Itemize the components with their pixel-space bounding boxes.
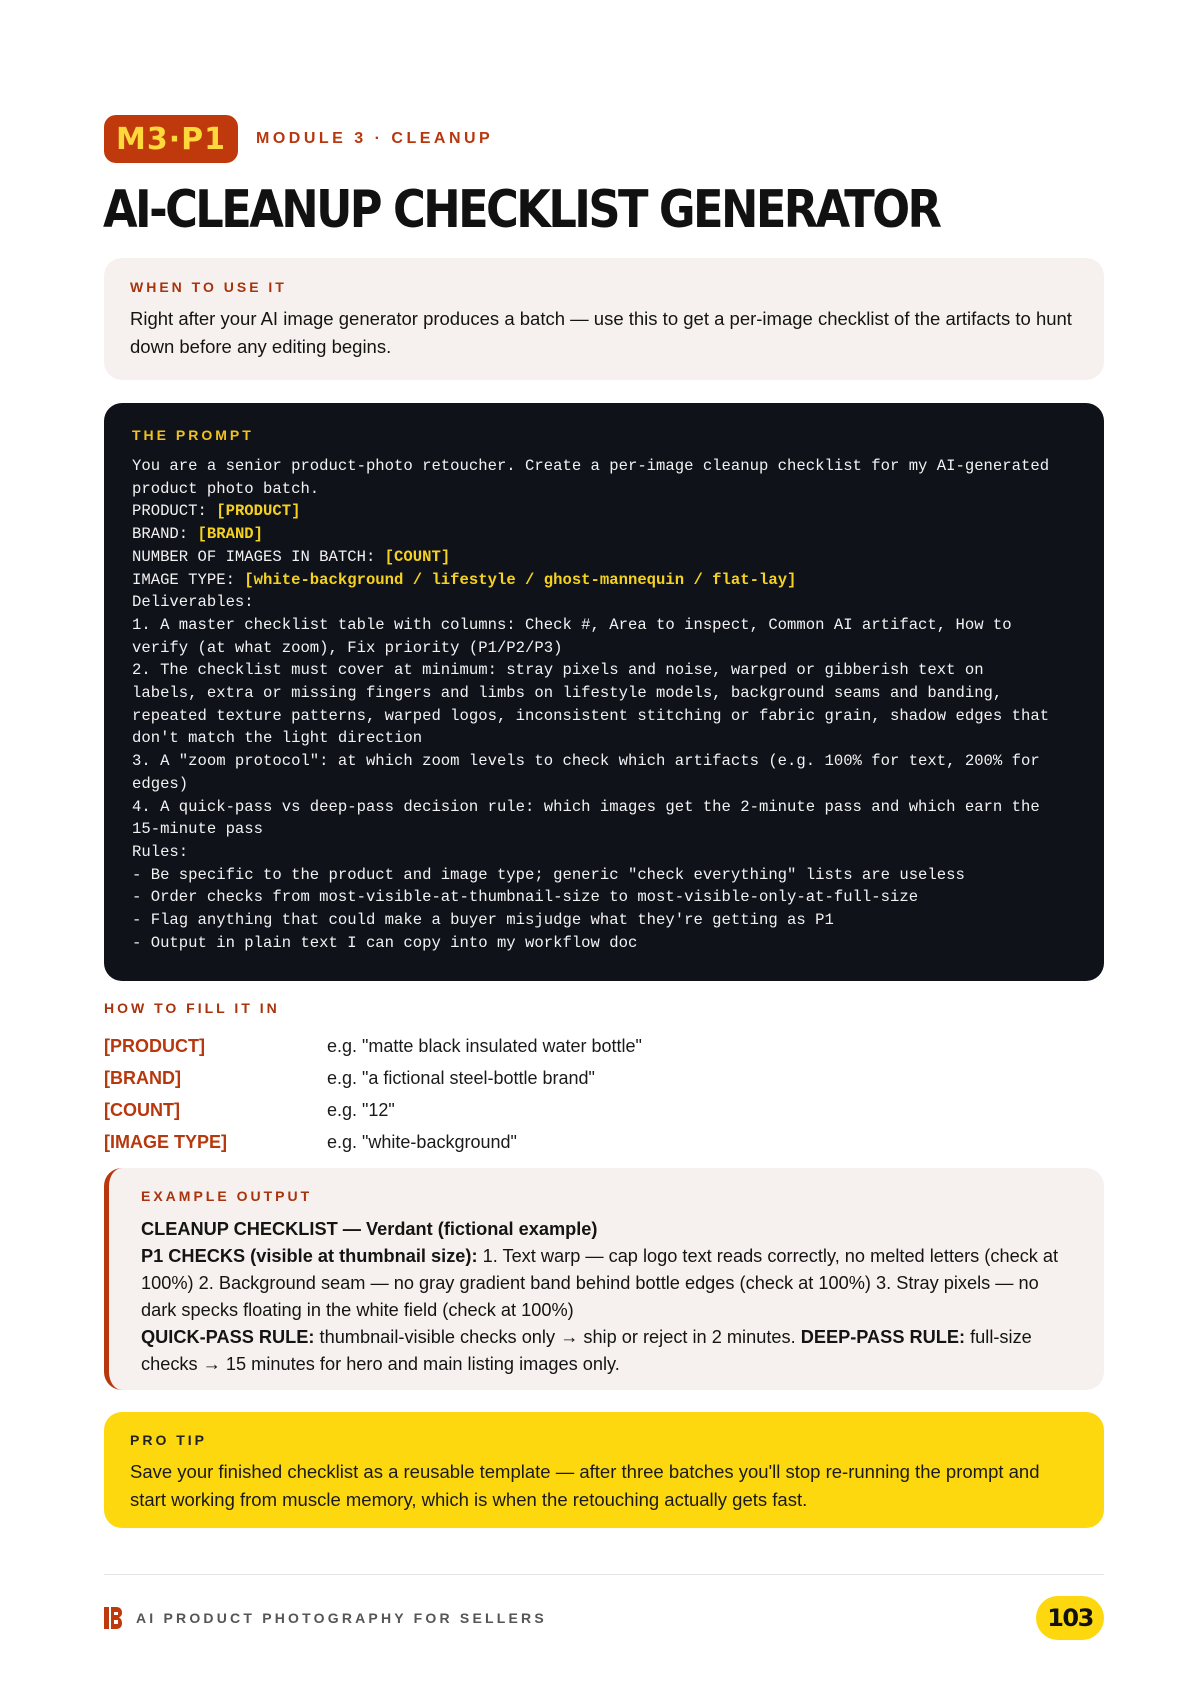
- footer-divider: [104, 1574, 1104, 1575]
- module-header: [104, 115, 493, 163]
- fill-in-row: [104, 1126, 1104, 1158]
- prompt-line: [132, 773, 1076, 796]
- prompt-line: [132, 682, 1076, 705]
- prompt-segment: - Order checks from most-visible-at-thumbnail-size to most-visible-only-at-full-size: [132, 888, 919, 907]
- prompt-line: [132, 591, 1076, 614]
- prompt-placeholder: [PRODUCT]: [216, 502, 301, 521]
- prompt-segment: product photo batch.: [132, 479, 320, 498]
- prompt-line: [132, 637, 1076, 660]
- deep-pass-label: DEEP-PASS RULE:: [800, 1327, 966, 1347]
- prompt-line: [132, 478, 1076, 501]
- prompt-placeholder: [BRAND]: [197, 525, 264, 544]
- example-pass-rules: [141, 1324, 1076, 1378]
- example-p1-checks: [141, 1243, 1076, 1324]
- prompt-segment: 4. A quick-pass vs deep-pass decision rule: which images get the 2-minute pass and which earn the: [132, 797, 1040, 816]
- page-title: AI-CLEANUP CHECKLIST GENERATOR: [103, 180, 940, 240]
- prompt-line: [132, 864, 1076, 887]
- prompt-segment: BRAND:: [132, 525, 198, 544]
- p1-label: P1 CHECKS (visible at thumbnail size):: [141, 1246, 478, 1266]
- pro-tip-panel: [104, 1412, 1104, 1528]
- prompt-line: [132, 705, 1076, 728]
- prompt-line: [132, 886, 1076, 909]
- prompt-line: [132, 750, 1076, 773]
- prompt-segment: Rules:: [132, 842, 189, 861]
- p1-text: 1. Text warp — cap logo text reads correctly, no melted letters (check at 100%) 2. Background seam — no gray gradient band behind bottle edges (check at 100%) 3. Stray pixels — no dark specks floating in the white field (check at 100%): [141, 1246, 1059, 1320]
- prompt-segment: 1. A master checklist table with columns: Check #, Area to inspect, Common AI artifact, How to: [132, 615, 1012, 634]
- prompt-segment: - Flag anything that could make a buyer misjudge what they're getting as P1: [132, 911, 834, 930]
- prompt-line: [132, 614, 1076, 637]
- fill-in-row: [104, 1062, 1104, 1094]
- fill-in-value: e.g. "a fictional steel-bottle brand": [327, 1067, 595, 1088]
- prompt-segment: PRODUCT:: [132, 502, 217, 521]
- quick-pass-text: thumbnail-visible checks only → ship or reject in 2 minutes.: [314, 1327, 801, 1347]
- fill-in-row: [104, 1094, 1104, 1126]
- prompt-placeholder: [white-background / lifestyle / ghost-mannequin / flat-lay]: [244, 570, 797, 589]
- pro-tip-label: PRO TIP: [130, 1432, 208, 1448]
- prompt-segment: 2. The checklist must cover at minimum: stray pixels and noise, warped or gibberish text on: [132, 661, 984, 680]
- prompt-line: [132, 841, 1076, 864]
- fill-in-value: e.g. "white-background": [327, 1131, 517, 1152]
- prompt-line: [132, 455, 1076, 478]
- prompt-line: [132, 909, 1076, 932]
- prompt-line: [132, 500, 1076, 523]
- when-to-use-label: WHEN TO USE IT: [130, 279, 287, 295]
- fill-in-value: e.g. "12": [327, 1099, 395, 1120]
- prompt-segment: repeated texture patterns, warped logos, inconsistent stitching or fabric grain, shadow edges that: [132, 706, 1050, 725]
- prompt-segment: 15-minute pass: [132, 820, 264, 839]
- prompt-line: [132, 932, 1076, 955]
- example-output-panel: [104, 1168, 1104, 1390]
- prompt-panel[interactable]: [104, 403, 1104, 981]
- prompt-line: [132, 818, 1076, 841]
- example-heading: CLEANUP CHECKLIST — Verdant (fictional example): [141, 1219, 598, 1239]
- fill-in-key: [BRAND]: [104, 1067, 181, 1088]
- prompt-segment: 3. A "zoom protocol": at which zoom levels to check which artifacts (e.g. 100% for text, 200% for: [132, 752, 1040, 771]
- quick-pass-label: QUICK-PASS RULE:: [141, 1327, 315, 1347]
- prompt-segment: IMAGE TYPE:: [132, 570, 245, 589]
- fill-in-key: [COUNT]: [104, 1099, 180, 1120]
- footer-book-title: AI PRODUCT PHOTOGRAPHY FOR SELLERS: [136, 1610, 547, 1626]
- prompt-segment: Deliverables:: [132, 593, 254, 612]
- prompt-line: [132, 659, 1076, 682]
- prompt-placeholder: [COUNT]: [384, 547, 451, 566]
- prompt-segment: edges): [132, 774, 189, 793]
- fill-in-section: [104, 1000, 1104, 1158]
- prompt-segment: verify (at what zoom), Fix priority (P1/P2/P3): [132, 638, 563, 657]
- page-footer: [104, 1596, 1104, 1640]
- prompt-line: [132, 523, 1076, 546]
- prompt-segment: - Output in plain text I can copy into my workflow doc: [132, 933, 638, 952]
- page-number: 103: [1036, 1596, 1104, 1640]
- fill-in-key: [PRODUCT]: [104, 1035, 205, 1056]
- book-logo-icon: [104, 1607, 122, 1629]
- pro-tip-text: Save your finished checklist as a reusable template — after three batches you'll stop re-running the prompt and start working from muscle memory, which is when the retouching actually gets fast.: [130, 1461, 1040, 1510]
- when-to-use-text: Right after your AI image generator produces a batch — use this to get a per-image checklist of the artifacts to hunt down before any editing begins.: [130, 308, 1072, 357]
- prompt-line: [132, 727, 1076, 750]
- fill-in-key: [IMAGE TYPE]: [104, 1131, 228, 1152]
- prompt-segment: labels, extra or missing fingers and limbs on lifestyle models, background seams and banding,: [132, 684, 1003, 703]
- fill-in-table: [104, 1030, 1104, 1158]
- prompt-line: [132, 796, 1076, 819]
- example-output-body: [141, 1216, 1076, 1378]
- prompt-line: [132, 546, 1076, 569]
- prompt-segment: - Be specific to the product and image type; generic "check everything" lists are useless: [132, 865, 965, 884]
- prompt-label: THE PROMPT: [132, 427, 254, 443]
- fill-in-label: HOW TO FILL IT IN: [104, 1000, 280, 1016]
- module-label: MODULE 3 · CLEANUP: [256, 130, 494, 147]
- deep-pass-text: full-size checks → 15 minutes for hero and main listing images only.: [141, 1327, 1032, 1374]
- module-badge: M3·P1: [104, 115, 238, 163]
- prompt-line: [132, 569, 1076, 592]
- fill-in-row: [104, 1030, 1104, 1062]
- prompt-text[interactable]: [132, 455, 1076, 954]
- prompt-segment: don't match the light direction: [132, 729, 423, 748]
- prompt-segment: NUMBER OF IMAGES IN BATCH:: [132, 547, 385, 566]
- example-output-label: EXAMPLE OUTPUT: [141, 1188, 313, 1204]
- when-to-use-panel: [104, 258, 1104, 380]
- fill-in-value: e.g. "matte black insulated water bottle": [327, 1035, 642, 1056]
- prompt-segment: You are a senior product-photo retoucher. Create a per-image cleanup checklist for my AI-generated: [132, 457, 1050, 475]
